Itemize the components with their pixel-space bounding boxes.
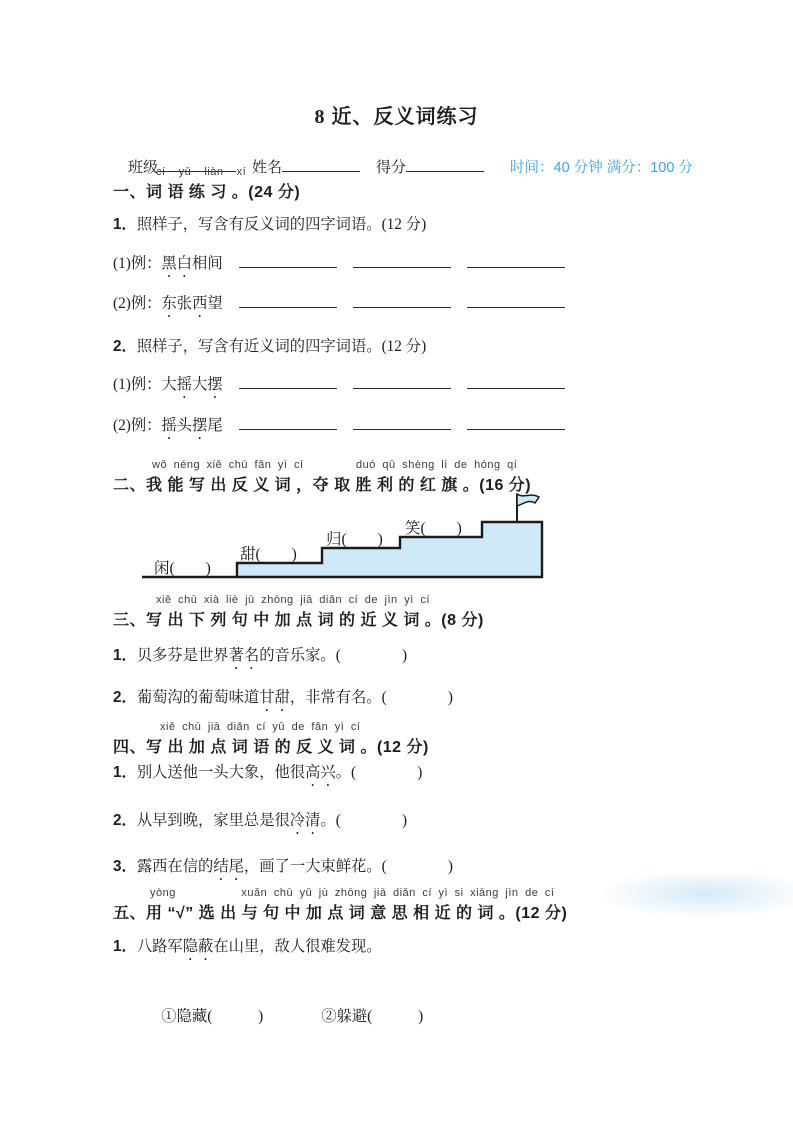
section1-q2-text: 2．照样子，写含有近义词的四字词语。(12 分): [113, 338, 427, 355]
background-smudge: [598, 874, 793, 918]
section4-q3: 3．露西在信的结尾，画了一大束鲜花。( ): [113, 858, 453, 875]
score-blank-line: [406, 158, 484, 172]
section1-q1-example1: (1)例：黑白相间: [113, 253, 565, 281]
section1-pinyin: cí yǔ liàn xí: [156, 166, 247, 178]
name-blank-line: [282, 158, 360, 172]
section1-heading: 一、词 语 练 习 。(24 分): [113, 184, 301, 201]
class-label: 班级: [128, 160, 159, 176]
section5-options: [146, 985, 423, 1048]
name-label: 姓名: [252, 160, 283, 176]
section1-q2-example2: (2)例：摇头摆尾: [113, 415, 565, 443]
option-2: ②躲避( ): [321, 1008, 424, 1025]
section4-heading: 四、写 出 加 点 词 语 的 反 义 词 。(12 分): [113, 739, 429, 756]
stair-step-label-2: 甜( ): [240, 546, 297, 563]
page-title: 8 近、反义词练习: [314, 106, 479, 128]
section1-q1-example2: (2)例：东张西望: [113, 293, 565, 321]
section3-heading: 三、写 出 下 列 句 中 加 点 词 的 近 义 词 。(8 分): [113, 612, 484, 629]
section3-pinyin: xiě chū xià liè jù zhōng jiā diǎn cí de jìn yì cí: [156, 594, 430, 606]
section5-q1: 1．八路军隐蔽在山里，敌人很难发现。: [113, 938, 382, 955]
section5-pinyin: yòng xuǎn chū yǔ jù zhōng jiā diǎn cí yì si xiāng jìn de cí: [150, 887, 555, 899]
section4-q2: 2．从早到晚，家里总是很冷清。( ): [113, 812, 408, 829]
section1-q1-text: 1．照样子，写含有反义词的四字词语。(12 分): [113, 216, 427, 233]
section3-q1: 1．贝多芬是世界著名的音乐家。( ): [113, 647, 408, 664]
section1-q2-example1: (1)例：大摇大摆: [113, 374, 565, 402]
stair-step-label-1: 闲( ): [154, 560, 211, 577]
time-score-info: 时间：40 分钟 满分：100 分: [510, 160, 693, 176]
flag-icon: [517, 494, 539, 521]
section5-heading: 五、用 “√” 选 出 与 句 中 加 点 词 意 思 相 近 的 词 。(12 分): [113, 905, 568, 922]
stair-step-label-4: 笑( ): [405, 520, 462, 537]
option-1: ①隐藏( ): [161, 1008, 264, 1025]
section4-pinyin: xiě chū jiā diǎn cí yǔ de fǎn yì cí: [160, 721, 361, 733]
section2-heading: 二、我 能 写 出 反 义 词 ，夺 取 胜 利 的 红 旗 。(16 分): [113, 477, 532, 494]
section3-q2: 2．葡萄沟的葡萄味道甘甜，非常有名。( ): [113, 689, 453, 706]
stair-step-label-3: 归( ): [326, 531, 383, 548]
score-label: 得分: [376, 160, 407, 176]
staircase-diagram: [140, 490, 560, 582]
section4-q1: 1．别人送他一头大象，他很高兴。( ): [113, 764, 423, 781]
section2-pinyin: wǒ néng xiě chū fǎn yì cí duó qǔ shèng lì de hóng qí: [152, 459, 518, 471]
